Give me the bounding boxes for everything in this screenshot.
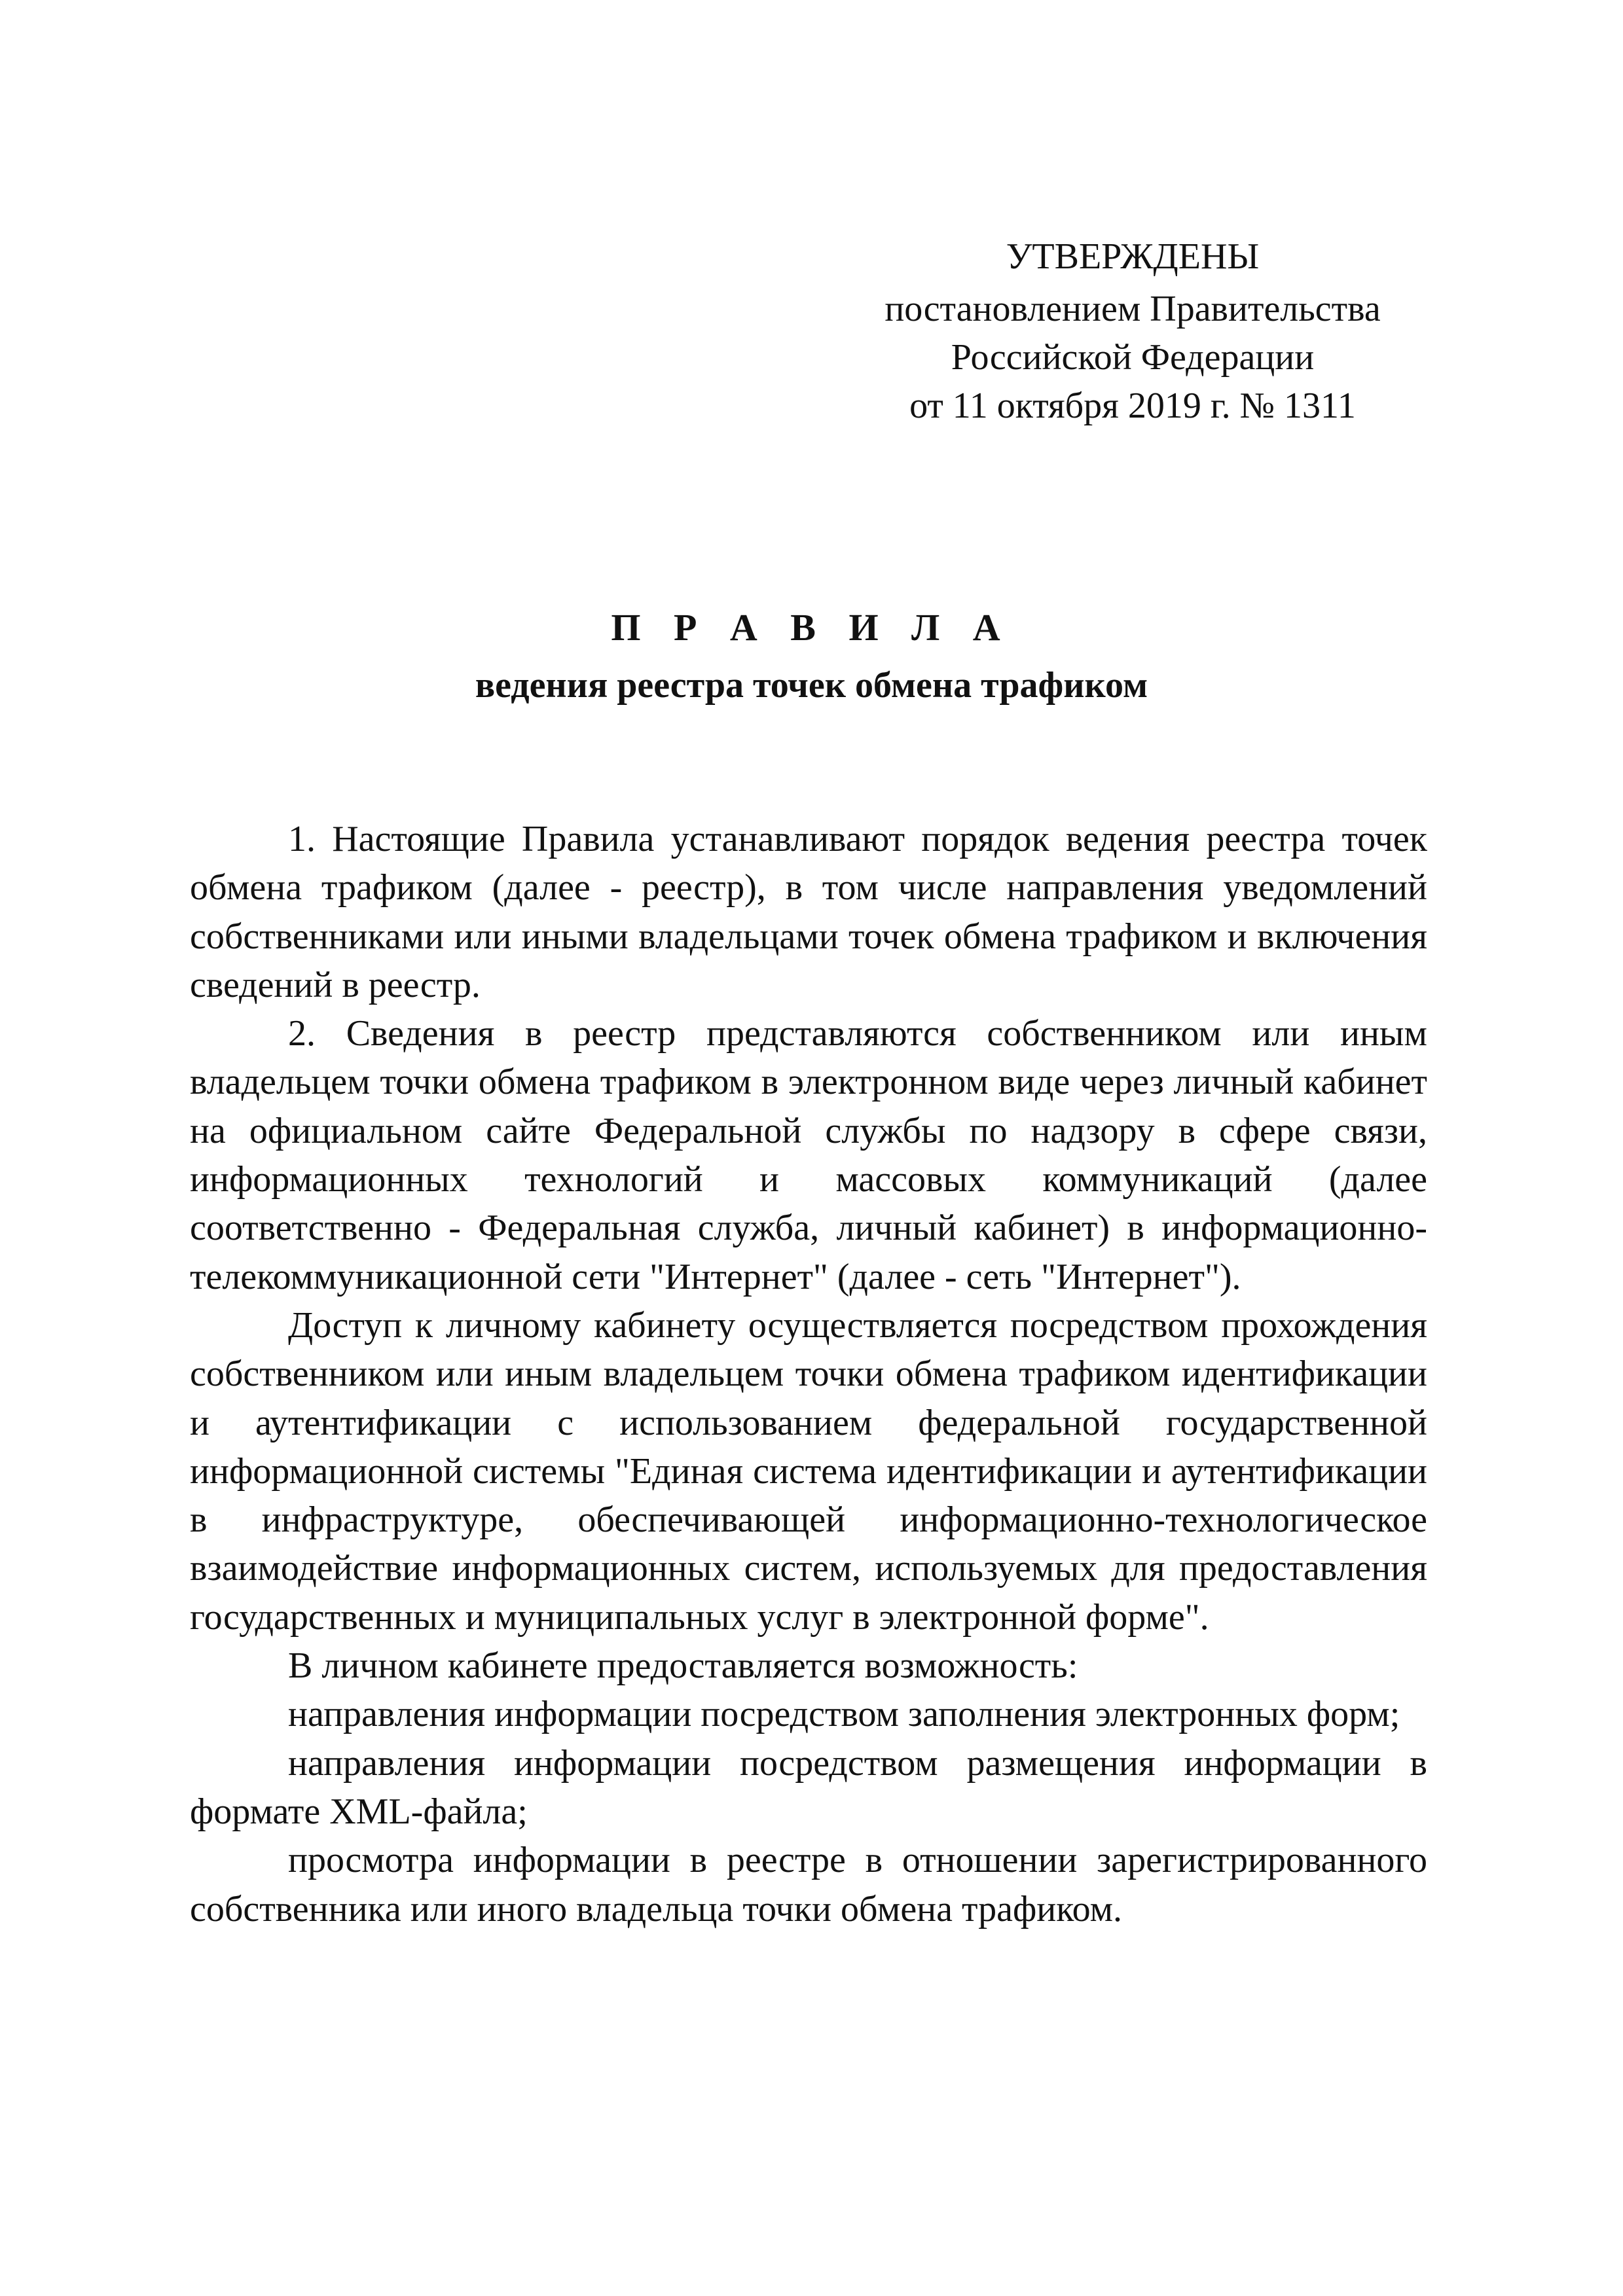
paragraph-1: 1. Настоящие Правила устанавливают порядок ведения реестра точек обмена трафиком (далее - реестр), в том числе направления уведомлений собственниками или иными владельцами точек обмена трафиком и включения сведений в реестр. — [190, 819, 1427, 1005]
paragraph-3: Доступ к личному кабинету осуществляется посредством прохождения собственником или иным владельцем точки обмена трафиком идентификации и аутентификации с использованием федеральной государственной информационной системы "Единая система идентификации и аутентификации в инфраструктуре, обеспечивающей информационно-технологическое взаимодействие информационных систем, используемых для предоставления государственных и муниципальных услуг в электронной форме". — [190, 1304, 1427, 1638]
paragraph-5: направления информации посредством заполнения электронных форм; — [288, 1694, 1400, 1735]
paragraph-4: В личном кабинете предоставляется возможность: — [288, 1645, 1078, 1687]
paragraph-2: 2. Сведения в реестр представляются собственником или иным владельцем точки обмена трафиком в электронном виде через личный кабинет на официальном сайте Федеральной службы по надзору в сфере связи, информационных технологий и массовых коммуникаций (далее соответственно - Федеральная служба, личный кабинет) в информационно-телекоммуникационной сети "Интернет" (далее - сеть "Интернет"). — [190, 1013, 1427, 1297]
paragraph-6: направления информации посредством размещения информации в формате XML-файла; — [190, 1742, 1427, 1832]
document-body — [190, 815, 1427, 1933]
approval-block — [838, 232, 1427, 430]
document-subtitle: ведения реестра точек обмена трафиком — [475, 665, 1148, 706]
document-title: П Р А В И Л А — [611, 606, 1012, 649]
approval-line-1: постановлением Правительства — [884, 289, 1381, 329]
approval-line-3: от 11 октября 2019 г. № 1311 — [909, 386, 1356, 426]
approval-line-2: Российской Федерации — [951, 337, 1315, 378]
approval-title: УТВЕРЖДЕНЫ — [1006, 236, 1260, 277]
paragraph-7: просмотра информации в реестре в отношении зарегистрированного собственника или иного владельца точки обмена трафиком. — [190, 1840, 1427, 1929]
